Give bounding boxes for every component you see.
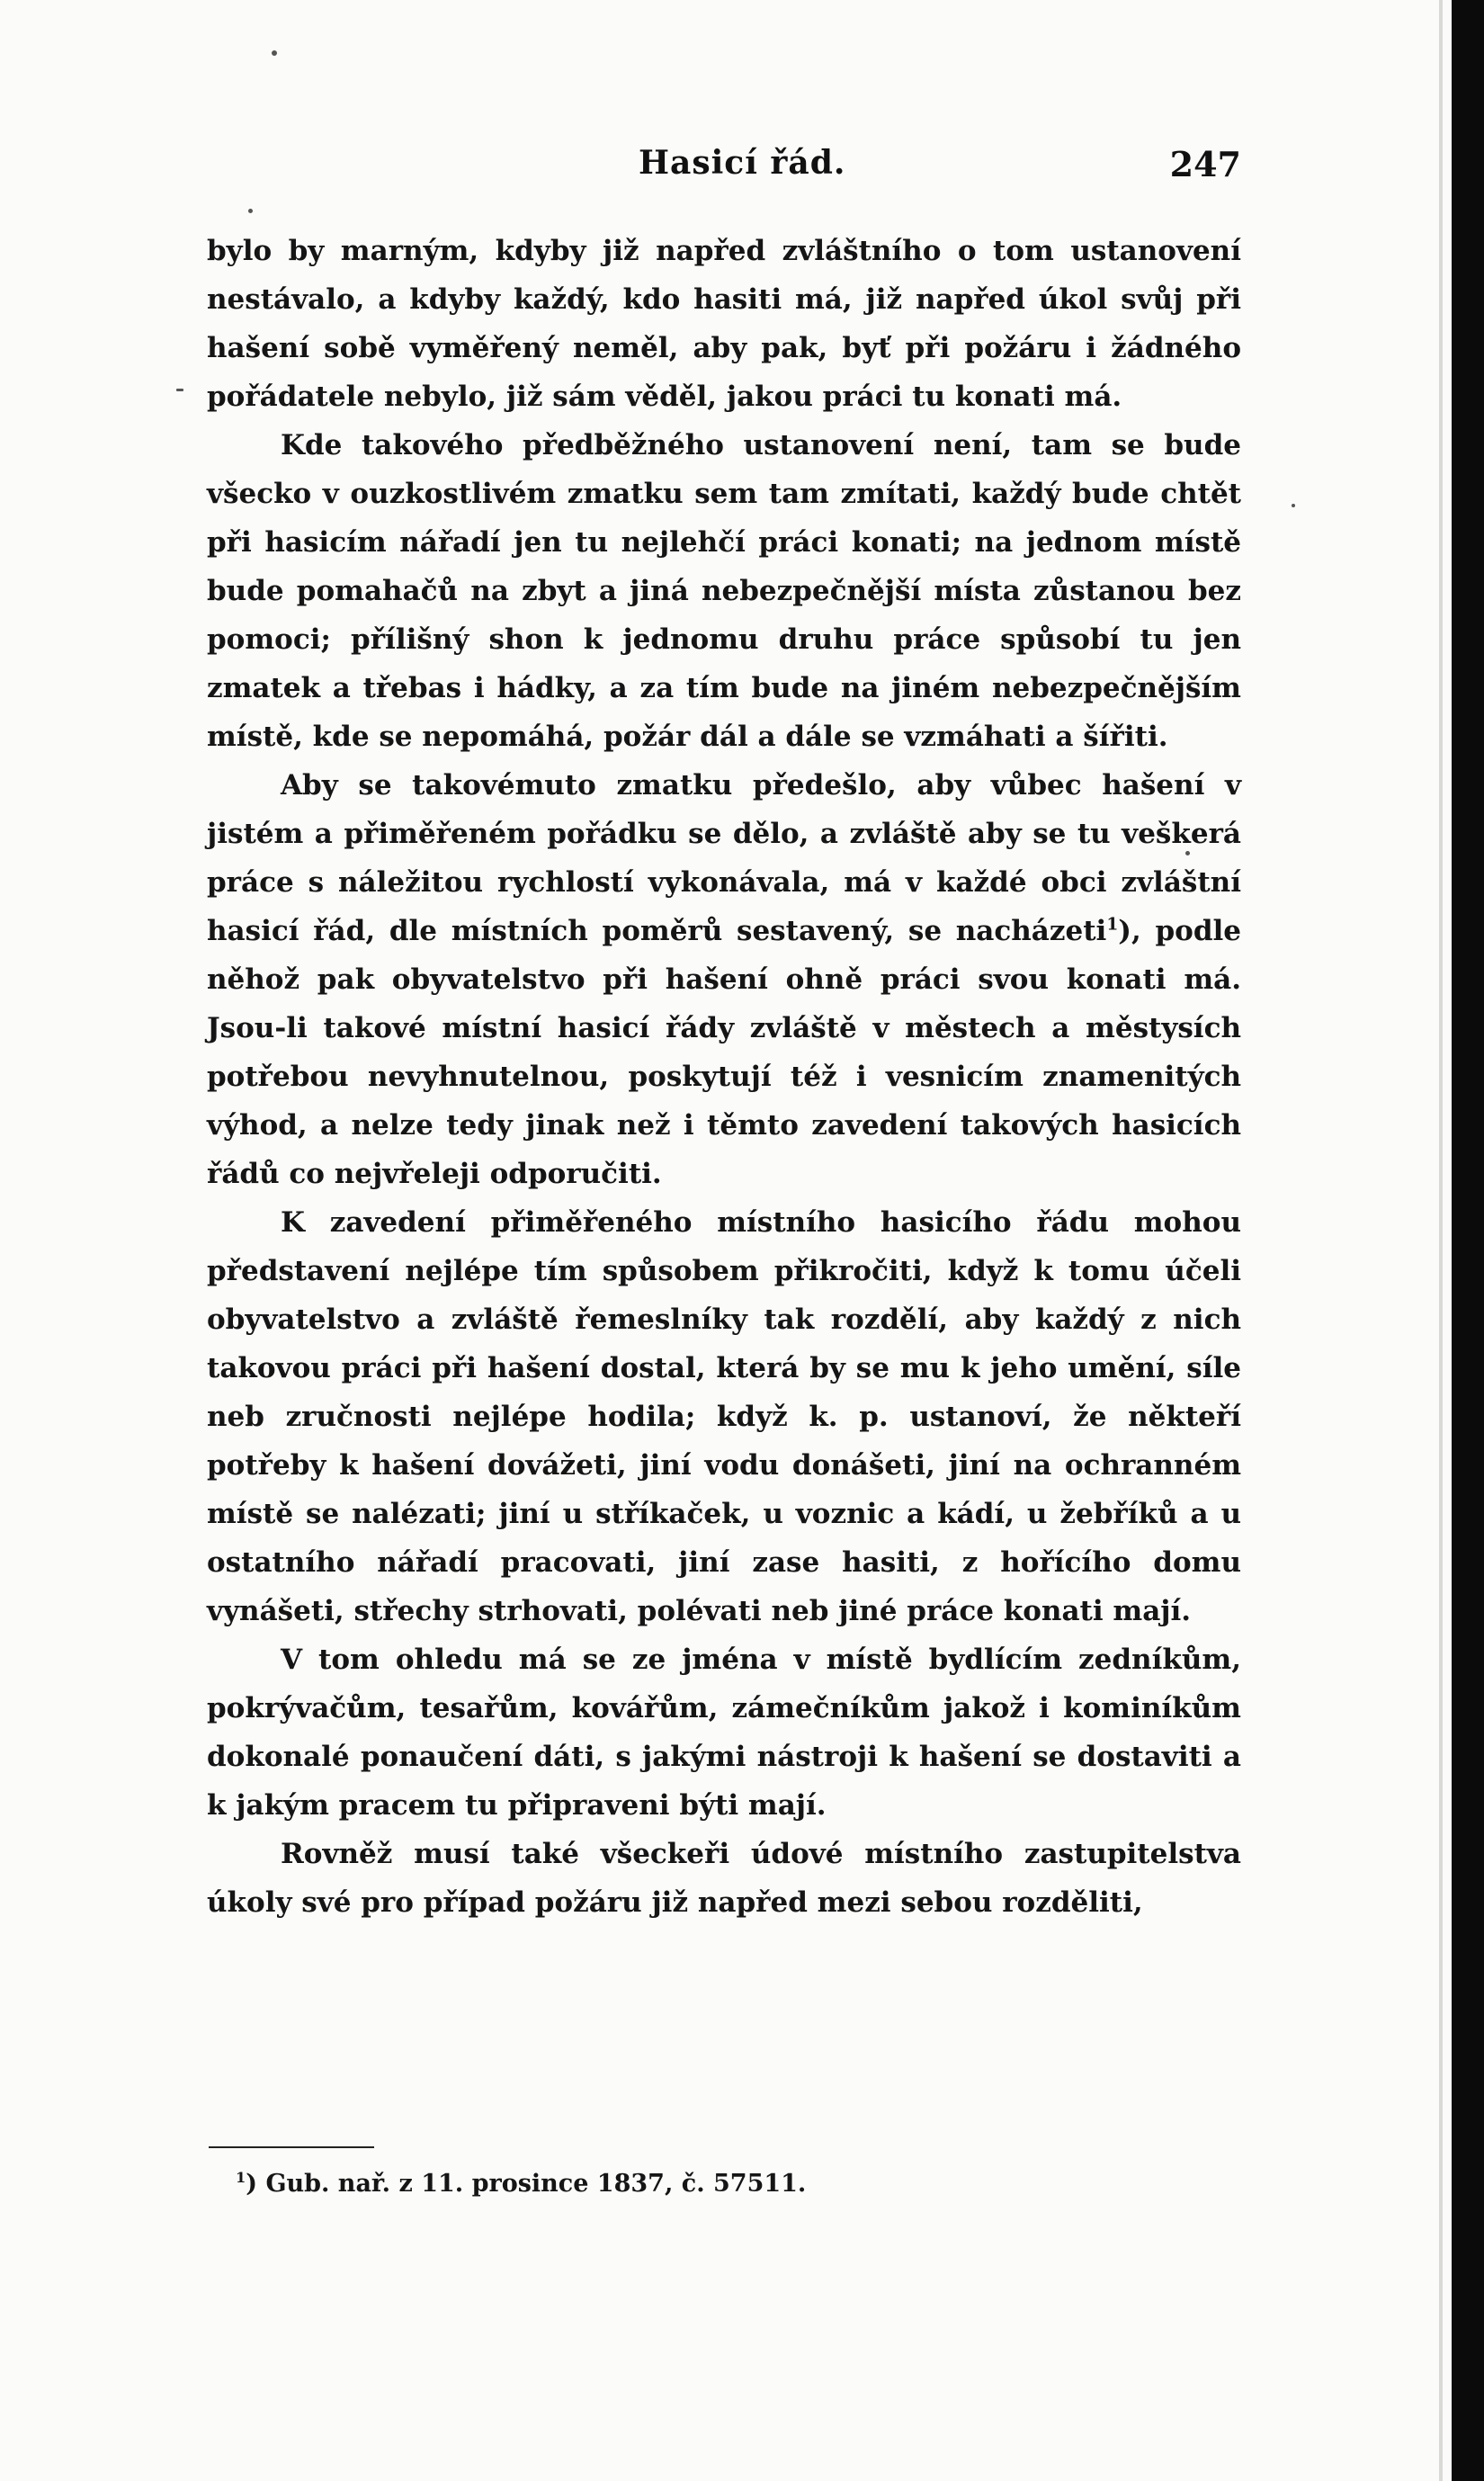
page-header — [207, 144, 1241, 189]
scan-speck — [272, 50, 277, 56]
page-gutter-line — [1439, 0, 1443, 2481]
paragraph: K zavedení přiměřeného místního hasicího řádu mohou představení nejlépe tím spůsobem přikročiti, když k tomu účeli obyvatelstvo a zvláště řemeslníky tak rozdělí, aby každý z nich takovou práci při hašení dostal, která by se mu k jeho umění, síle neb zručnosti nejlépe hodila; když k. p. ustanoví, že někteří potřeby k hašení dovážeti, jiní vodu donášeti, jiní na ochranném místě se nalézati; jiní u stříkaček, u voznic a kádí, u žebříků a u ostatního nářadí pracovati, jiní zase hasiti, z hořícího domu vynášeti, střechy strhovati, polévati neb jiné práce konati mají. — [207, 1206, 1241, 1627]
paragraph-text: Aby se takovémuto zmatku předešlo, aby vůbec hašení v jistém a přiměřeném pořádku se dělo, a zvláště aby se tu veškerá práce s náležitou rychlostí vykonávala, má v každé obci zvláštní hasicí řád, dle místních poměrů sestavený, se nacházeti — [207, 769, 1241, 947]
scan-speck — [1292, 504, 1295, 507]
running-title: Hasicí řád. — [639, 144, 846, 182]
scan-speck — [248, 209, 253, 213]
paragraph-continued: bylo by marným, kdyby již napřed zvláštního o tom ustanovení nestávalo, a kdyby každý, kdo hasiti má, již napřed úkol svůj při hašení sobě vyměřený neměl, aby pak, byť při požáru i žádného pořádatele nebylo, již sám věděl, jakou práci tu konati má. — [207, 235, 1241, 413]
footnote-rule — [209, 2146, 374, 2148]
page-number: 247 — [1169, 144, 1241, 184]
scan-speck — [176, 389, 183, 391]
paragraph: V tom ohledu má se ze jména v místě bydlícím zedníkům, pokrývačům, tesařům, kovářům, zámečníkům jakož i kominíkům dokonalé ponaučení dáti, s jakými nástroji k hašení se dostaviti a k jakým pracem tu připraveni býti mají. — [207, 1644, 1241, 1822]
scan-border — [1452, 0, 1484, 2481]
footnote-reference[interactable]: 1 — [1106, 915, 1119, 935]
body-text — [207, 227, 1241, 1927]
paragraph — [207, 761, 1241, 1198]
footnote-text: ) Gub. nař. z 11. prosince 1837, č. 57511. — [246, 2170, 807, 2198]
footnote-mark: 1 — [236, 2169, 246, 2186]
paragraph-text: ), podle něhož pak obyvatelstvo při hašení ohně práci svou konati má. Jsou-li takové místní hasicí řády zvláště v městech a městysích potřebou nevyhnutelnou, poskytují též i vesnicím znamenitých výhod, a nelze tedy jinak než i těmto zavedení takových hasicích řádů co nejvřeleji odporučiti. — [207, 915, 1241, 1190]
footnote — [236, 2166, 1225, 2202]
paragraph: Kde takového předběžného ustanovení není, tam se bude všecko v ouzkostlivém zmatku sem tam zmítati, každý bude chtět při hasicím nářadí jen tu nejlehčí práci konati; na jednom místě bude pomahačů na zbyt a jiná nebezpečnější místa zůstanou bez pomoci; přílišný shon k jednomu druhu práce spůsobí tu jen zmatek a třebas i hádky, a za tím bude na jiném nebezpečnějším místě, kde se nepomáhá, požár dál a dále se vzmáhati a šířiti. — [207, 429, 1241, 753]
paragraph: Rovněž musí také všeckeři údové místního zastupitelstva úkoly své pro případ požáru již napřed mezi sebou rozděliti, — [207, 1838, 1241, 1919]
